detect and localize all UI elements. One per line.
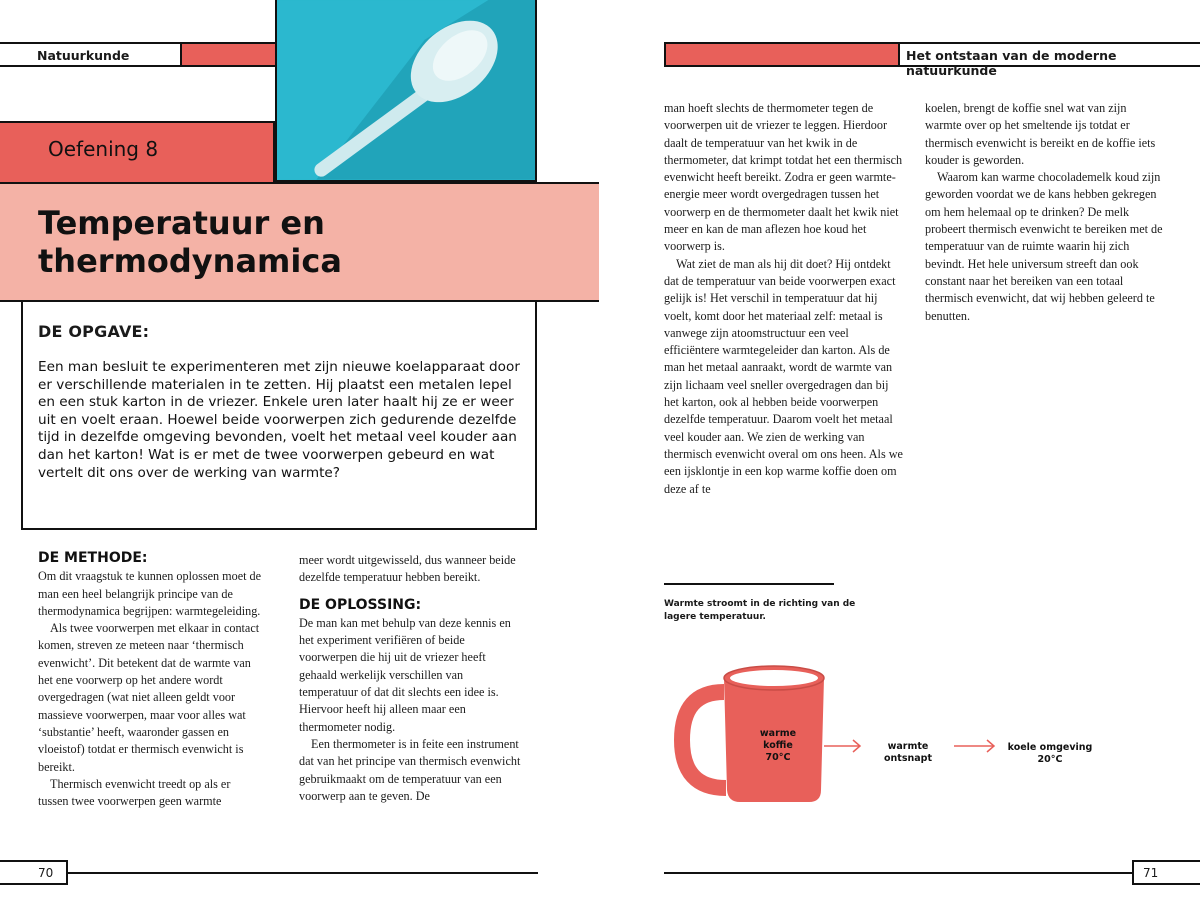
- column4-paragraph-2: Waarom kan warme chocolademelk koud zijn geworden voordat we de kans hebben gekregen om hem helemaal op te drinken? De melk probeert thermisch evenwicht te bereiken met de temperatuur van de ruimte waarin hij zich bevindt. Het hele universum streeft dan ook constant naar het bereiken van een totaal thermisch evenwicht, dat wij hebben geleerd te benutten.: [925, 170, 1163, 323]
- section-label-left: Natuurkunde: [0, 42, 182, 67]
- heat-escapes-line-1: warmte: [887, 741, 929, 752]
- mug-label: [740, 728, 816, 764]
- header-accent-bar-right: [664, 42, 900, 67]
- right-column-2: [925, 100, 1165, 325]
- heat-flow-diagram: [664, 650, 1134, 810]
- solution-paragraph-1: De man kan met behulp van deze kennis en het experiment verifiëren of beide voorwerpen die hij uit de vriezer heeft gehaald werkelijk verschillen van temperatuur of dat dit slechts een idee is. Hiervoor heeft hij alleen maar een thermometer nodig.: [299, 615, 511, 734]
- heat-escapes-line-2: ontsnapt: [883, 753, 932, 764]
- question-body: Een man besluit te experimenteren met zijn nieuwe koelapparaat door er verschillende materialen in te zetten. Hij plaatst een metalen lepel en een stuk karton in de vriezer. Enkele uren later haalt hij ze er weer uit en voelt eraan. Hoewel beide voorwerpen zich gedurende dezelfde tijd in dezelfde omgeving bevonden, voelt het metaal veel kouder aan dan het karton! Wat is er met de twee voorwerpen gebeurd en wat vertelt dit ons over de werking van warmte?: [38, 359, 520, 481]
- heat-escapes-label: [868, 741, 948, 765]
- method-paragraph-1: Om dit vraagstuk te kunnen oplossen moet de man een heel belangrijk principe van de thermodynamica begrijpen: warmtegeleiding.: [38, 569, 262, 618]
- question-heading: DE OPGAVE:: [38, 322, 150, 341]
- title-line-1: Temperatuur en: [38, 204, 325, 242]
- mug-label-line-2: koffie: [763, 740, 793, 751]
- page-number-left: 70: [0, 860, 68, 885]
- method-paragraph-2: Als twee voorwerpen met elkaar in contact komen, streven ze meteen naar ‘thermisch evenwicht’. Dit betekent dat de warmte van het ene voorwerp op het andere wordt overgedragen (wat niet alleen geldt voor massieve voorwerpen, maar voor alles wat ‘substantie’ heeft, waaronder gassen en vloeistof) totdat er thermisch evenwicht is bereikt.: [38, 621, 260, 774]
- method-paragraph-3: Thermisch evenwicht treedt op als er tussen twee voorwerpen geen warmte: [38, 776, 231, 809]
- spoon-illustration: [275, 0, 537, 182]
- spoon-icon: [277, 0, 535, 180]
- solution-column: [299, 552, 525, 805]
- mug-handle-icon: [682, 692, 726, 788]
- diagram-rule: [664, 583, 834, 585]
- column3-paragraph-1: man hoeft slechts de thermometer tegen de voorwerpen uit de vriezer te leggen. Hierdoor daalt de temperatuur van het kwik in de thermometer, dat krimpt totdat het een thermisch evenwicht heeft bereikt. Zodra er geen warmte-energie meer wordt overgedragen tussen het voorwerp en de thermometer daalt het kwik niet meer en kan de man aflezen hoe koud het voorwerp is.: [664, 101, 903, 254]
- cool-environment-line-2: 20°C: [1037, 754, 1063, 765]
- mug-label-line-3: 70°C: [765, 752, 791, 763]
- exercise-label: Oefening 8: [48, 137, 159, 161]
- page-title: [38, 204, 578, 280]
- diagram-caption: Warmte stroomt in de richting van de lagere temperatuur.: [664, 599, 856, 622]
- footer-rule-left: [68, 872, 538, 874]
- cool-environment-line-1: koele omgeving: [1007, 742, 1093, 753]
- mug-label-line-1: warme: [759, 728, 797, 739]
- footer-rule-right: [664, 872, 1132, 874]
- method-column: [38, 550, 262, 810]
- cool-environment-label: [1000, 742, 1100, 766]
- column4-paragraph-1: koelen, brengt de koffie snel wat van zijn warmte over op het smeltende ijs totdat er thermisch evenwicht is bereikt en de koffie iets kouder is geworden.: [925, 101, 1156, 167]
- section-label-right: Het ontstaan van de moderne natuurkunde: [900, 42, 1200, 67]
- page-number-right: 71: [1132, 860, 1200, 885]
- right-column-1: [664, 100, 904, 498]
- solution-heading: DE OPLOSSING:: [299, 596, 422, 613]
- header-accent-bar-left: [182, 42, 275, 67]
- solution-paragraph-2: Een thermometer is in feite een instrument dat van het principe van thermisch evenwicht gebruikmaakt om de temperatuur van een voorwerp aan te geven. De: [299, 736, 521, 803]
- method-heading: DE METHODE:: [38, 550, 148, 566]
- column3-paragraph-2: Wat ziet de man als hij dit doet? Hij ontdekt dat de temperatuur van beide voorwerpen exact gelijk is! Het verschil in temperatuur dat hij voelt, komt door het materiaal zelf: metaal is vanwege zijn atoomstructuur een veel efficiëntere warmtegeleider dan karton. Als de man het metaal aanraakt, wordt de warmte van zijn lichaam veel sneller overgedragen dan bij het karton, ook al hebben beide voorwerpen dezelfde temperatuur. Daarom voelt het metaal veel kouder aan. We zien de werking van thermisch evenwicht overal om ons heen. Als we een ijsklontje in een kop warme koffie doen om deze af te: [664, 256, 903, 496]
- column2-paragraph-1: meer wordt uitgewisseld, dus wanneer beide dezelfde temperatuur hebben bereikt.: [299, 553, 516, 585]
- title-line-2: thermodynamica: [38, 242, 342, 280]
